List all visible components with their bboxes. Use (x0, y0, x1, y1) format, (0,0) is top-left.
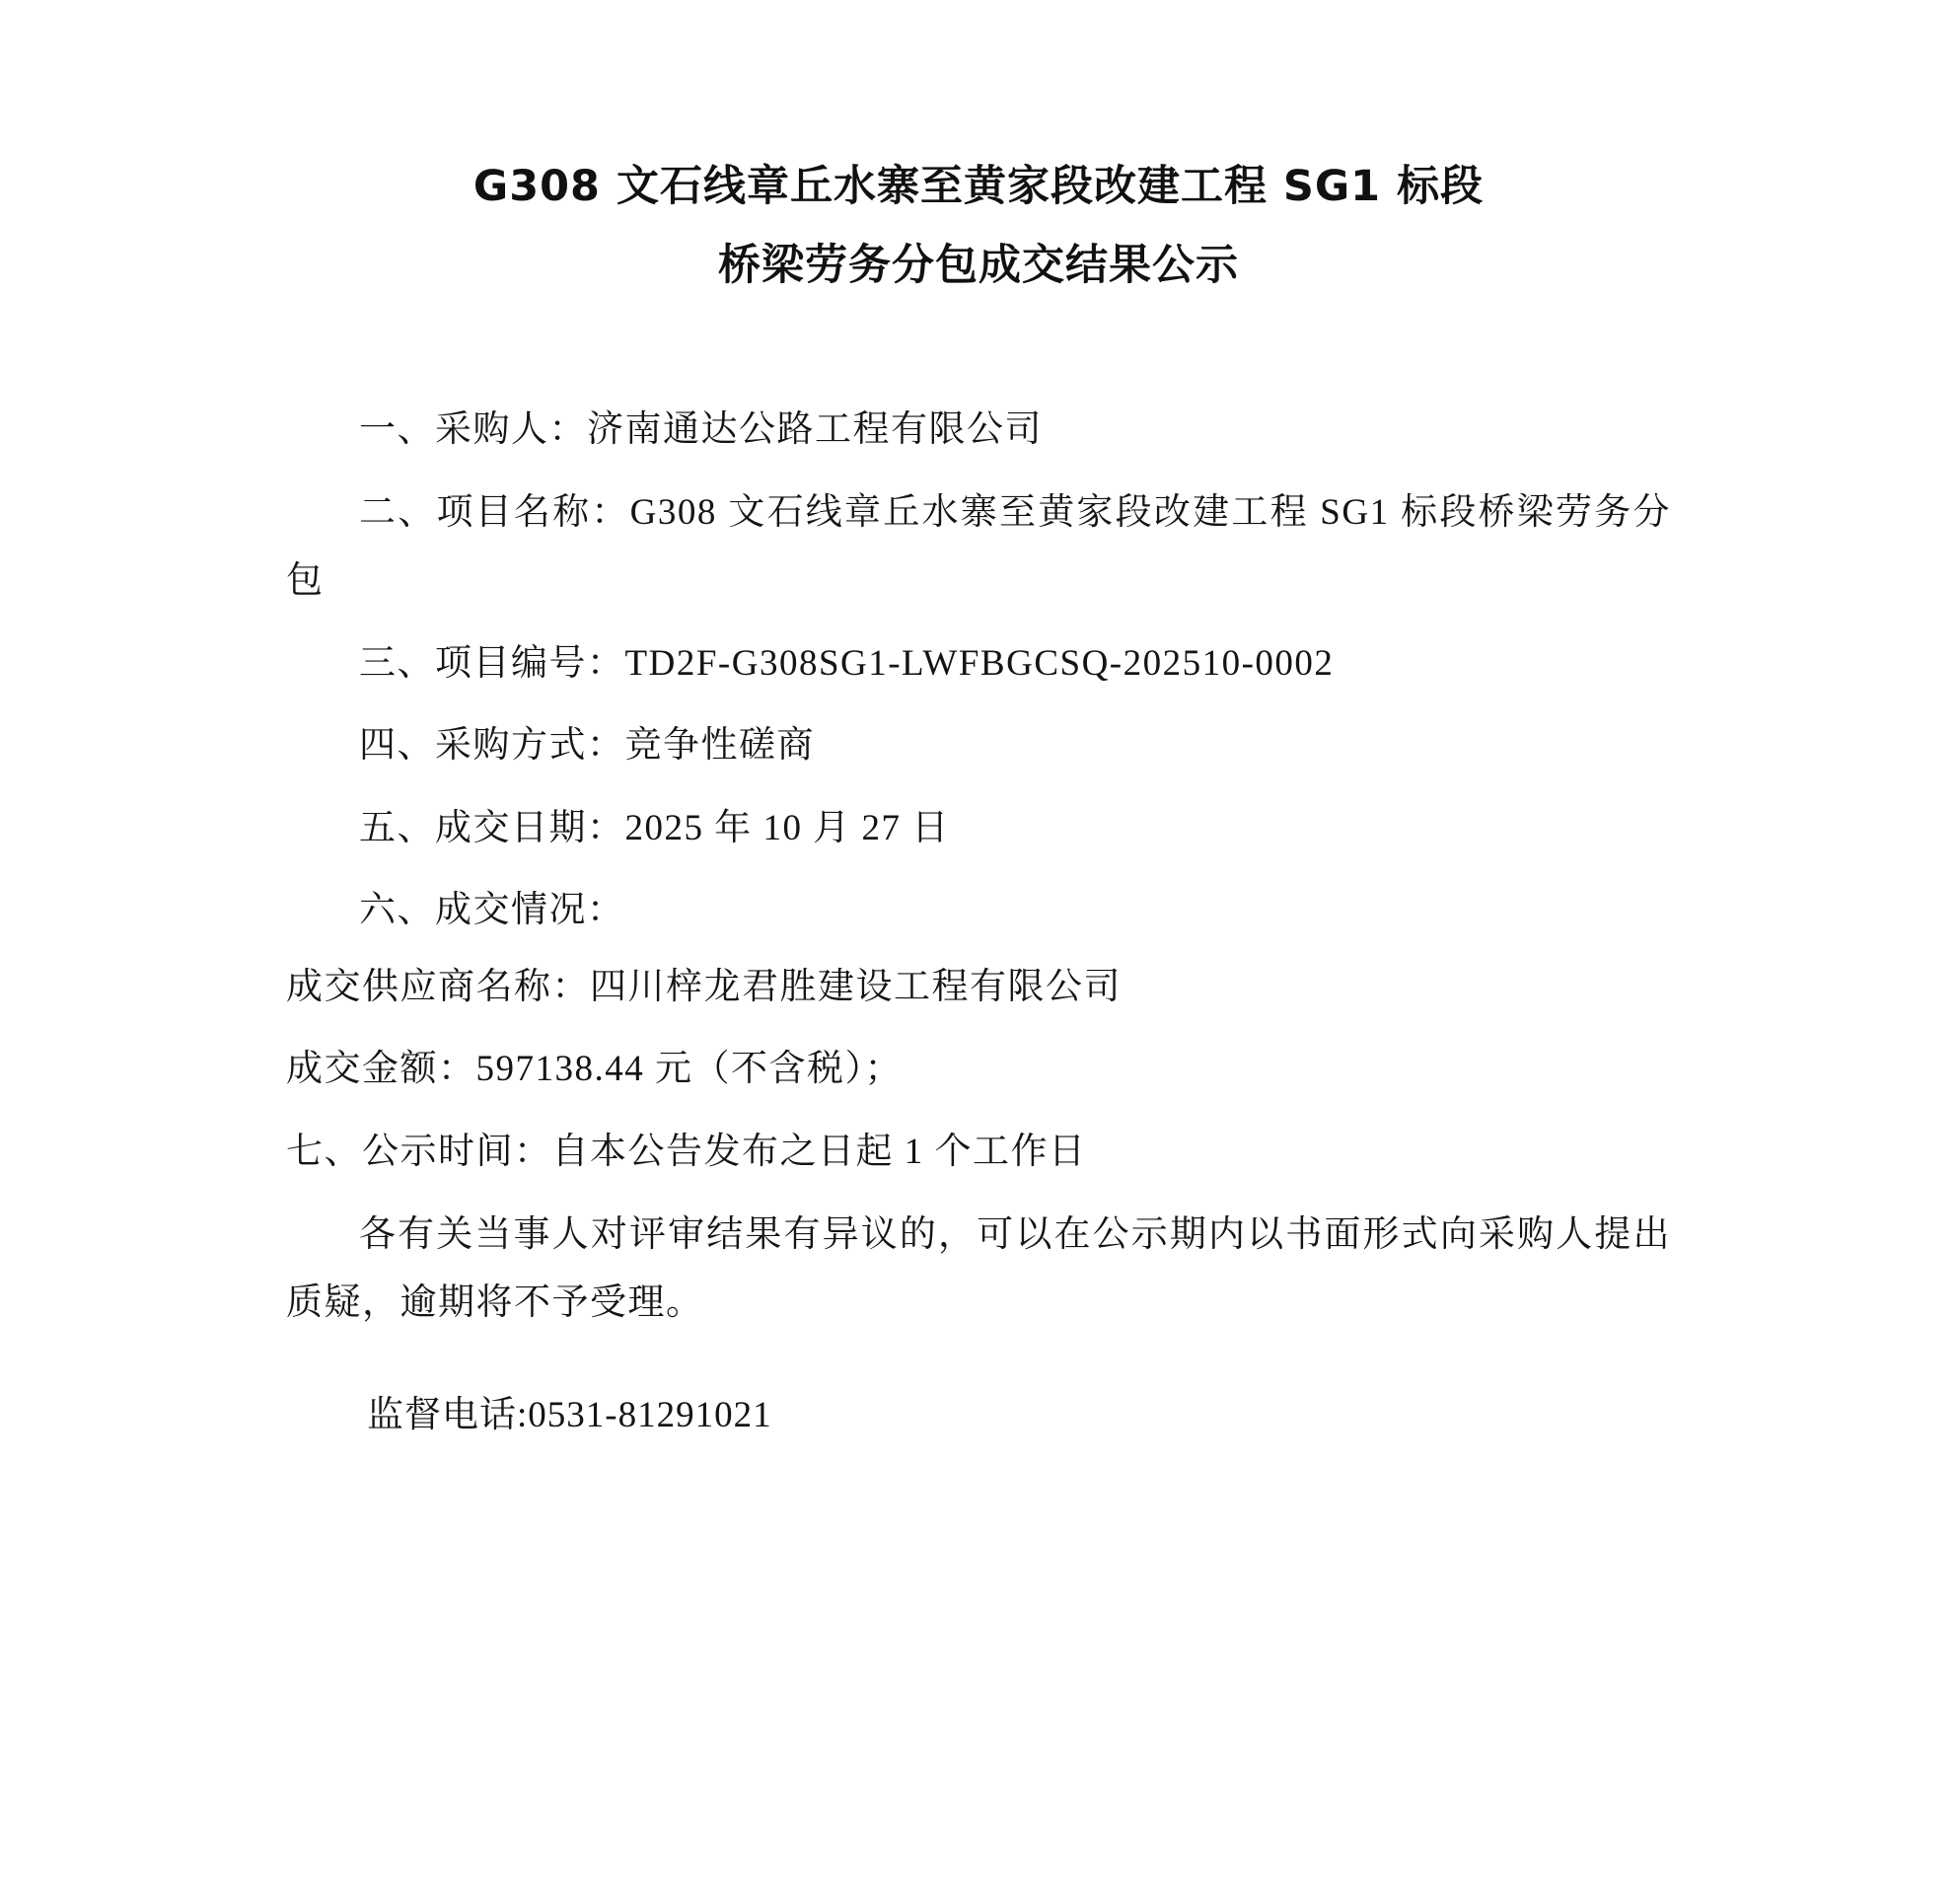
document-body (286, 396, 1671, 1449)
title-line-2: 桥梁劳务分包成交结果公示 (718, 240, 1239, 290)
paragraph-project-name: 二、项目名称：G308 文石线章丘水寨至黄家段改建工程 SG1 标段桥梁劳务分包 (286, 491, 1671, 602)
paragraph-supplier-name: 成交供应商名称：四川梓龙君胜建设工程有限公司 (286, 966, 1122, 1007)
paragraph-award-date: 五、成交日期：2025 年 10 月 27 日 (359, 807, 950, 848)
paragraph-objection-notice: 各有关当事人对评审结果有异议的，可以在公示期内以书面形式向采购人提出质疑，逾期将不予受理。 (286, 1213, 1671, 1324)
paragraph-purchaser: 一、采购人：济南通达公路工程有限公司 (359, 409, 1043, 451)
supervision-phone: 监督电话:0531-81291021 (367, 1394, 772, 1435)
paragraph-procurement-method: 四、采购方式：竞争性磋商 (359, 725, 815, 767)
paragraph-publicity-period: 七、公示时间：自本公告发布之日起 1 个工作日 (286, 1132, 1087, 1173)
title-line-1: G308 文石线章丘水寨至黄家段改建工程 SG1 标段 (472, 162, 1485, 211)
paragraph-award-amount: 成交金额：597138.44 元（不含税）； (286, 1049, 903, 1090)
paragraph-project-number: 三、项目编号：TD2F-G308SG1-LWFBGCSQ-202510-0002 (359, 642, 1335, 684)
page-title (286, 148, 1671, 305)
paragraph-award-situation-heading: 六、成交情况： (359, 890, 625, 931)
